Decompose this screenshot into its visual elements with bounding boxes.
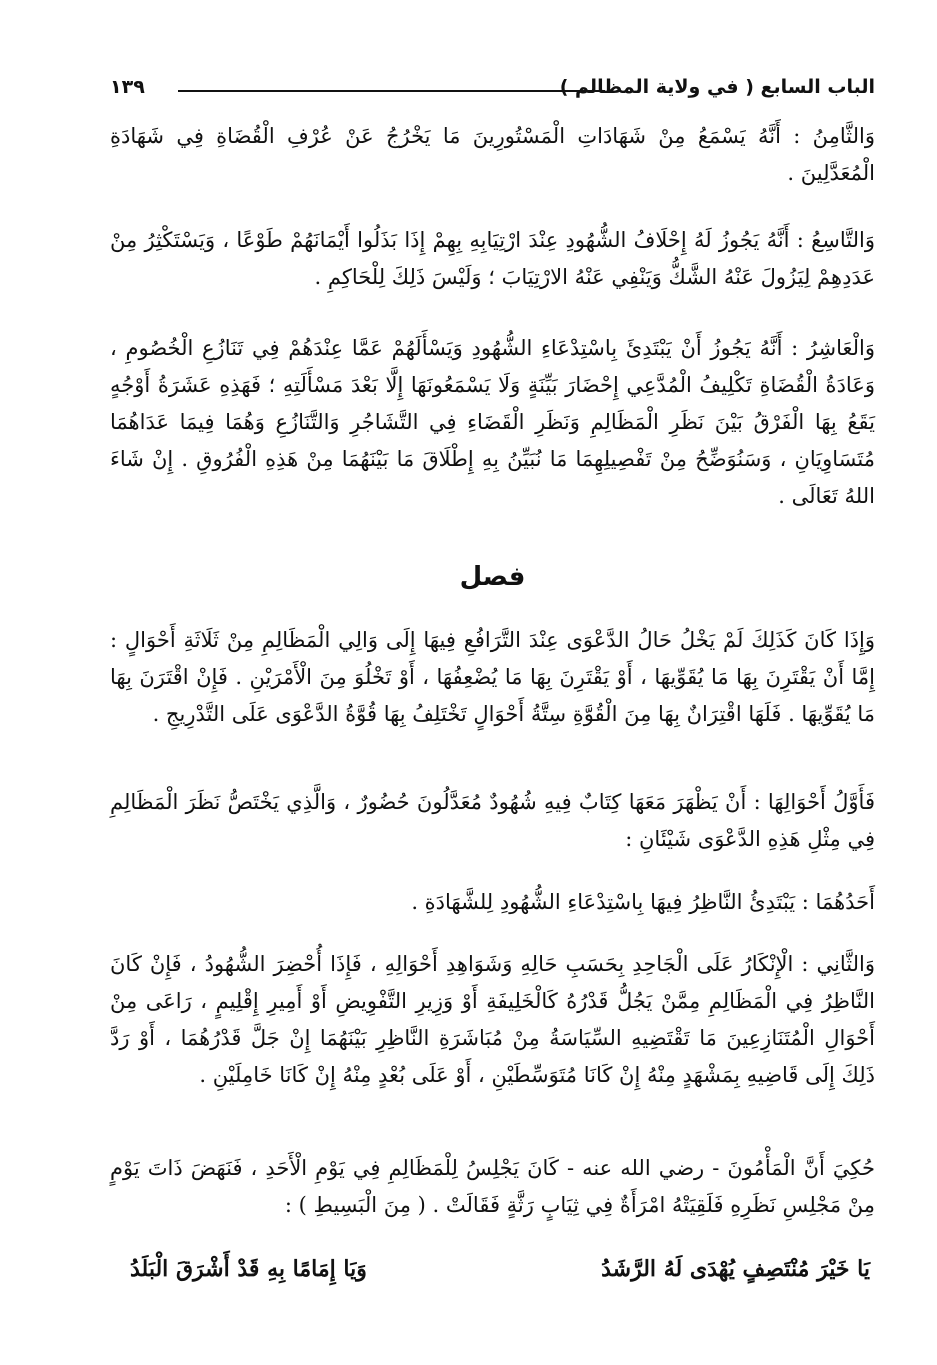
running-header: [110, 72, 875, 108]
paragraph-eighth: وَالثَّامِنُ : أَنَّهُ يَسْمَعُ مِنْ شَهَادَاتِ الْمَسْتُورِينَ مَا يَخْرُجُ عَنْ عُرْفِ الْقُضَاةِ فِي شَهَادَةِ الْمُعَدَّلِينَ .: [110, 124, 875, 185]
paragraph-first-point: أَحَدُهُمَا : يَبْتَدِئُ النَّاظِرُ فِيهَا بِاسْتِدْعَاءِ الشُّهُودِ لِلشَّهَادَةِ .: [411, 890, 875, 914]
verse-second-hemistich: وَيَا إِمَامًا بِهِ قَدْ أَشْرَقَ الْبَلَدُ: [130, 1256, 367, 1282]
header-rule: [178, 90, 605, 92]
page-number: ١٣٩: [110, 76, 145, 98]
paragraph-states: وَإِذَا كَانَ كَذَلِكَ لَمْ يَخْلُ حَالُ الدَّعْوَى عِنْدَ التَّرَافُعِ فِيهَا إِلَى وَالِي الْمَظَالِمِ مِنْ ثَلَاثَةِ أَحْوَالٍ : إِمَّا أَنْ يَقْتَرِنَ بِهَا مَا يُقَوِّيهَا ، أَوْ يَقْتَرِنَ بِهَا مَا يُضْعِفُهَا ، أَوْ تَخْلُوَ مِنَ الْأَمْرَيْنِ . فَإِنْ اقْتَرَنَ بِهَا مَا يُقَوِّيهَا . فَلَهَا اقْتِرَانٌ بِهَا مِنَ الْقُوَّةِ سِتَّةُ أَحْوَالٍ تَخْتَلِفُ بِهَا قُوَّةُ الدَّعْوَى عَلَى التَّدْرِيجِ .: [110, 628, 875, 726]
paragraph-second-point: وَالثَّانِي : الْإِنْكَارُ عَلَى الْجَاحِدِ بِحَسَبِ حَالِهِ وَشَوَاهِدِ أَحْوَالِهِ ، فَإِذَا أُحْضِرَ الشُّهُودُ ، فَإِنْ كَانَ النَّاظِرُ فِي الْمَظَالِمِ مِمَّنْ يَجُلُّ قَدْرُهُ كَالْخَلِيفَةِ أَوْ وَزِيرِ التَّفْوِيضِ أَوْ أَمِيرِ إِقْلِيمٍ ، رَاعَى مِنْ أَحْوَالِ الْمُتَنَازِعِينَ مَا تَقْتَضِيهِ السِّيَاسَةُ مِنْ مُبَاشَرَةِ النَّاظِرِ بَيْنَهُمَا إِنْ جَلَّ قَدْرُهُمَا ، أَوْ رَدَّ ذَلِكَ إِلَى قَاضِيهِ بِمَشْهَدٍ مِنْهُ إِنْ كَانَا مُتَوَسِّطَيْنِ ، أَوْ عَلَى بُعْدٍ مِنْهُ إِنْ كَانَا خَامِلَيْنِ .: [110, 952, 875, 1087]
paragraph-ninth: وَالتَّاسِعُ : أَنَّهُ يَجُوزُ لَهُ إِحْلَافُ الشُّهُودِ عِنْدَ ارْتِيَابِهِ بِهِمْ إِذَا بَذَلُوا أَيْمَانَهُمْ طَوْعًا ، وَيَسْتَكْثِرُ مِنْ عَدَدِهِمْ لِيَزُولَ عَنْهُ الشَّكُّ وَيَنْفِي عَنْهُ الارْتِيَابَ ؛ وَلَيْسَ ذَلِكَ لِلْحَاكِمِ .: [110, 228, 875, 289]
poem-verse: [130, 1256, 870, 1296]
paragraph-anecdote: حُكِيَ أَنَّ الْمَأْمُونَ - رضي الله عنه - كَانَ يَجْلِسُ لِلْمَظَالِمِ فِي يَوْمِ الْأَحَدِ ، فَنَهَضَ ذَاتَ يَوْمٍ مِنْ مَجْلِسِ نَظَرِهِ فَلَقِيَتْهُ امْرَأَةٌ فِي ثِيَابٍ رَثَّةٍ فَقَالَتْ . ( مِنَ الْبَسِيطِ ) :: [110, 1156, 875, 1217]
section-heading: فصل: [459, 562, 526, 592]
chapter-title: الباب السابع ( في ولاية المظالم ): [559, 76, 875, 98]
paragraph-first-state: فَأَوَّلُ أَحْوَالِهَا : أَنْ يَظْهَرَ مَعَهَا كِتَابٌ فِيهِ شُهُودٌ مُعَدَّلُونَ حُضُورٌ ، وَالَّذِي يَخْتَصُّ نَظَرَ الْمَظَالِمِ فِي مِثْلِ هَذِهِ الدَّعْوَى شَيْئَانِ :: [110, 790, 875, 851]
verse-first-hemistich: يَا خَيْرَ مُنْتَصِفٍ يُهْدَى لَهُ الرَّشَدُ: [601, 1256, 870, 1282]
paragraph-tenth: وَالْعَاشِرُ : أَنَّهُ يَجُوزُ أَنْ يَبْتَدِئَ بِاسْتِدْعَاءِ الشُّهُودِ وَيَسْأَلَهُمْ عَمَّا عِنْدَهُمْ فِي تَنَازُعِ الْخُصُومِ ، وَعَادَةُ الْقُضَاةِ تَكْلِيفُ الْمُدَّعِي إِحْضَارَ بَيِّنَةٍ وَلَا يَسْمَعُونَهَا إِلَّا بَعْدَ مَسْأَلَتِهِ ؛ فَهَذِهِ عَشَرَةُ أَوْجُهٍ يَقَعُ بِهَا الْفَرْقُ بَيْنَ نَظَرِ الْمَظَالِمِ وَنَظَرِ الْقَضَاءِ فِي التَّشَاجُرِ وَالتَّنَازُعِ وَهُمَا فِيمَا عَدَاهُمَا مُتَسَاوِيَانِ ، وَسَنُوَضِّحُ مِنْ تَفْصِيلِهِمَا مَا نُبَيِّنُ بِهِ إِطْلَاقَ مَا بَيْنَهُمَا مِنْ هَذِهِ الْفُرُوقِ . إِنْ شَاءَ اللهُ تَعَالَى .: [110, 336, 875, 508]
